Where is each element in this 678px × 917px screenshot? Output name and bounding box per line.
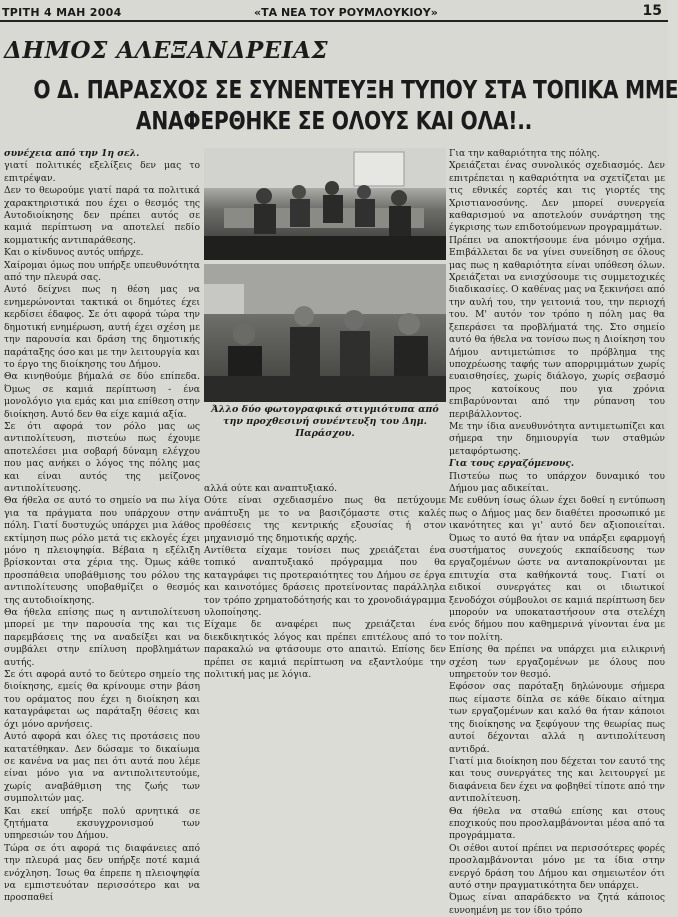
paragraph: Σε ότι αφορά αυτό το δεύτερο σημείο της διοίκησης, εμείς θα κρίνουμε στην βάση του οράματος που έχει η διοίκηση και καταγράφεται ως παράταξη θέσεις και όχι μόνο αρνήσεις. [4, 669, 200, 730]
paragraph: γιατί πολιτικές εξελίξεις δεν μας το επιτρέψαν. [4, 160, 200, 184]
paragraph: Θα ήθελα επίσης πως η αντιπολίτευση μπορεί με την παρουσία της και τις παρεμβάσεις της να αναδείξει και να συμβάλει στην επίλυση προβλημάτων αυτής. [4, 607, 200, 668]
headline-line-2: ΑΝΑΦΕΡΘΗΚΕ ΣΕ ΟΛΟΥΣ ΚΑΙ ΟΛΑ!.. [135, 106, 533, 135]
paragraph: Είχαμε δε αναφέρει πως χρειάζεται ένα διεκδικητικός λόγος και πρέπει επιτέλους από το παρακαλώ να φτάσουμε στο απαιτώ. Επίσης δεν πρέπει σε καμιά περίπτωση να εξαντλούμε την πολιτική μας με λόγια. [204, 619, 446, 681]
paragraph: Οι σέθοι αυτοί πρέπει να περισσότερες φορές προσλαμβάνονται μόνο με τα ίδια στην ενεργό δράση του Δήμου και σημειωτέον ότι αυτό στην πραγματικότητα δεν υπάρχει. [449, 842, 665, 891]
left-column [4, 148, 200, 904]
photo-2-illustration [204, 264, 446, 402]
paragraph: Γιατί μια διοίκηση που δέχεται τον εαυτό της και τους συνεργάτες της και λειτουργεί με διαφάνεια δεν έχει να φοβηθεί τίποτε από την αντιπολίτευση. [449, 755, 665, 805]
section-title: ΔΗΜΟΣ ΑΛΕΞΑΝΔΡΕΙΑΣ [4, 37, 329, 64]
paragraph: Αντίθετα είχαμε τονίσει πως χρειάζεται ένα τοπικό αναπτυξιακό πρόγραμμα που θα καταγράφει τις προτεραιότητες του Δήμου σε έργα και καινοτόμες δράσεις προτείνοντας παράλληλα τον τρόπο χρηματοδότησής και το χρονοδιάγραμμα υλοποίησης. [204, 545, 446, 619]
paragraph: Για την καθαριότητα της πόλης. [449, 148, 600, 159]
paragraph: Πιστεύω πως το υπάρχον δυναμικό του Δήμου μας αδικείται. [449, 470, 665, 494]
photo-caption: Άλλο δύο φωτογραφικά στιγμιότυπα από την προχθεσινή συνέντευξη του Δημ. Παράσχου. [211, 404, 439, 439]
header-rule [0, 20, 668, 22]
page-header [0, 0, 668, 20]
paragraph: Ούτε είναι σχεδιασμένο πως θα πετύχουμε ανάπτυξη με το να βασιζόμαστε στις καλές προθέσεις της κεντρικής εξουσίας ή στον μηχανισμό της δημοτικής αρχής. [204, 495, 446, 544]
newspaper-name: «ΤΑ ΝΕΑ ΤΟΥ ΡΟΥΜΛΟΥΚΙΟΥ» [254, 6, 438, 19]
paragraph: Με την ίδια ανευθυνότητα αντιμετωπίζει και σήμερα την δημιουργία των σταθμών μεταφόρτωσης. [449, 420, 665, 457]
paragraph: Σε ότι αφορά τον ρόλο μας ως αντιπολίτευση, πιστεύω πως έχουμε αποτελέσει μια σοβαρή δύναμη ελέγχου που μας ανήκει ο λόγος της πόλης μας και είναι αυτός της μείζονος αντιπολίτευσης. [4, 420, 200, 494]
paragraph: Και εκεί υπήρξε πολύ αρνητικά σε ζητήματα εκσυγχρονισμού των υπηρεσιών του Δήμου. [4, 805, 200, 842]
continuation-note: συνέχεια από την 1η σελ. [4, 148, 140, 159]
issue-date: ΤΡΙΤΗ 4 ΜΑΗ 2004 [2, 6, 122, 19]
press-conference-photo-2 [204, 264, 446, 402]
paragraph: αλλά ούτε και αναπτυξιακό. [204, 483, 338, 494]
paragraph: Επίσης θα πρέπει να υπάρχει μια ειλικρινή σχέση των εργαζομένων με όλους που υπηρετούν τον θεσμό. [449, 644, 665, 681]
paragraph: Θα κινηθούμε βήμαλά σε δύο επίπεδα. Όμως σε καμιά περίπτωση - ένα μονολόγιο για εμάς και μια επίθεση στην διοίκηση. Αυτό δεν θα είχε καμιά αξία. [4, 371, 200, 420]
headline-line-1: Ο Δ. ΠΑΡΑΣΧΟΣ ΣΕ ΣΥΝΕΝΤΕΥΞΗ ΤΥΠΟΥ ΣΤΑ ΤΟΠΙΚΑ ΜΜΕ [33, 75, 678, 104]
paragraph: Δεν το θεωρούμε γιατί παρά τα πολιτικά χαρακτηριστικά που έχει ο θεσμός της Αυτοδιοίκησης δεν πρέπει αυτός σε καμιά περίπτωση να αποτελεί πεδίο κομματικής αντιπαράθεσης. [4, 185, 200, 246]
paragraph: Θα ήθελα σε αυτό το σημείο να πω λίγα για τα πράγματα που υπάρχουν στην πόλη. Γιατί δυστυχώς υπάρχει μια λάθος εκτίμηση πως ρόλο μετά τις εκλογές έχει μόνο η πλειοψηφία. Βέβαια η εξέλιξη βρίσκονται στα χέρια της. Όμως κάθε προσπάθεια υποβάθμισης του ρόλου της αντιπολίτευσης υποβαθμίζει ο θεσμός της αυτοδιοίκησης. [4, 495, 200, 606]
paragraph: Τώρα σε ότι αφορά τις διαφάνειες από την πλευρά μας δεν υπήρξε ποτέ καμιά ενόχληση. Ίσως θα έπρεπε η πλειοψηφία να εμπιστευόταν περισσότερο και να προσπαθεί [4, 842, 200, 904]
page-number: 15 [642, 3, 662, 19]
paragraph: Αυτό δείχνει πως η θέση μας να ενημερώνονται τακτικά οι δημότες έχει κερδίσει έδαφος. Σε ότι αφορά τώρα την δημοτική ενημέρωση, αυτή έχει σχέση με την παρουσία και δράση της δημοτικής παράταξης όσο και με την λειτουργία και το έργο της διοίκησης του Δήμου. [4, 284, 200, 370]
middle-column [204, 483, 446, 681]
paragraph: Χαίρομαι όμως που υπήρξε υπευθυνότητα από την πλευρά σας. [4, 259, 200, 284]
paragraph: Αυτό αφορά και όλες τις προτάσεις που κατατέθηκαν. Δεν δώσαμε το δικαίωμα σε κανένα να μας πει ότι αυτά που λέμε είναι μόνο για να αντιπολιτευτούμε, χωρίς αναβάθμιση της ζωής των συμπολιτών μας. [4, 731, 200, 805]
paragraph: Και ο κίνδυνος αυτός υπήρχε. [4, 247, 144, 259]
paragraph: Πρέπει να αποκτήσουμε ένα μόνιμο σχήμα. Επιβάλλεται δε να γίνει συνείδηση σε όλους μας πως η καθαριότητα είναι υπόθεση όλων. Χρειάζεται να ενισχύσουμε τις συμμετοχικές διαδικασίες. Ο καθένας μας να ξεκινήσει από την αυλή του, την γειτονιά του, την περιοχή του. Μ' αυτόν τον τρόπο η πόλη μας θα ξεπεράσει τα προβλήματά της. Στο σημείο αυτό θα ήθελα να τονίσω πως η Διοίκηση του Δήμου αντιμετώπισε το πρόβλημα της υποχρέωσης ταφής των απορριμμάτων χωρίς ευαισθησίες, χωρίς διάλογο, χωρίς σεβασμό προς κατοίκους που για χρόνια επιβαρύνονται από την ρύπανση του περιβάλλοντος. [449, 234, 665, 420]
subheading: Για τους εργαζόμενους. [449, 458, 575, 470]
paragraph: Θα ήθελα να σταθώ επίσης και στους εποχικούς που προσλαμβάνονται μέσα από τα προγράμματα. [449, 805, 665, 842]
right-column [449, 148, 665, 916]
paragraph: Με ευθύνη ίσως όλων έχει δοθεί η εντύπωση πως ο Δήμος μας δεν διαθέτει προσωπικό με ικανότητες και γι' αυτό δεν αξιοποιείται. Όμως το αυτό θα ήταν να υπάρξει εφαρμογή συστήματος συνεχούς εκπαίδευσης των εργαζομένων ώστε να ανταποκρίνονται με επιτυχία στα καθήκοντά τους. Γιατί οι ειδικοί συνεργάτες και οι ιδιωτικοί ξενοδόχοι σύμβουλοι σε καμιά περίπτωση δεν μπορούν να υποκαταστήσουν στα στελέχη ενός δήμου που καθημερινά γίνονται ένα με τον πολίτη. [449, 495, 665, 643]
paragraph: Όμως είναι απαράδεκτο να ζητά κάποιος ευνοημένη με τον ίδιο τρόπο [449, 892, 665, 916]
paragraph: Χρειάζεται ένας συνολικός σχεδιασμός. Δεν επιτρέπεται η καθαριότητα να σχετίζεται με τις εθνικές εορτές και τις γιορτές της Χριστιανοσύνης. Δεν μπορεί συνεργεία καθαρισμού να αποτελούν συνάρτηση της έγκρισης των επιδοτούμενων προγραμμάτων. [449, 160, 665, 234]
paragraph: Εφόσον σας παρόταξη δηλώνουμε σήμερα πως είμαστε δίπλα σε κάθε δίκαιο αίτημα των εργαζομένων και καλό θα ήταν κάποιοι της διοίκησης να ξεφύγουν της θεωρίας πως αυτοί δέχονται αλλά η αντιπολίτευση αντιδρά. [449, 681, 665, 755]
photo-1-illustration [204, 148, 446, 260]
press-conference-photo-1 [204, 148, 446, 260]
